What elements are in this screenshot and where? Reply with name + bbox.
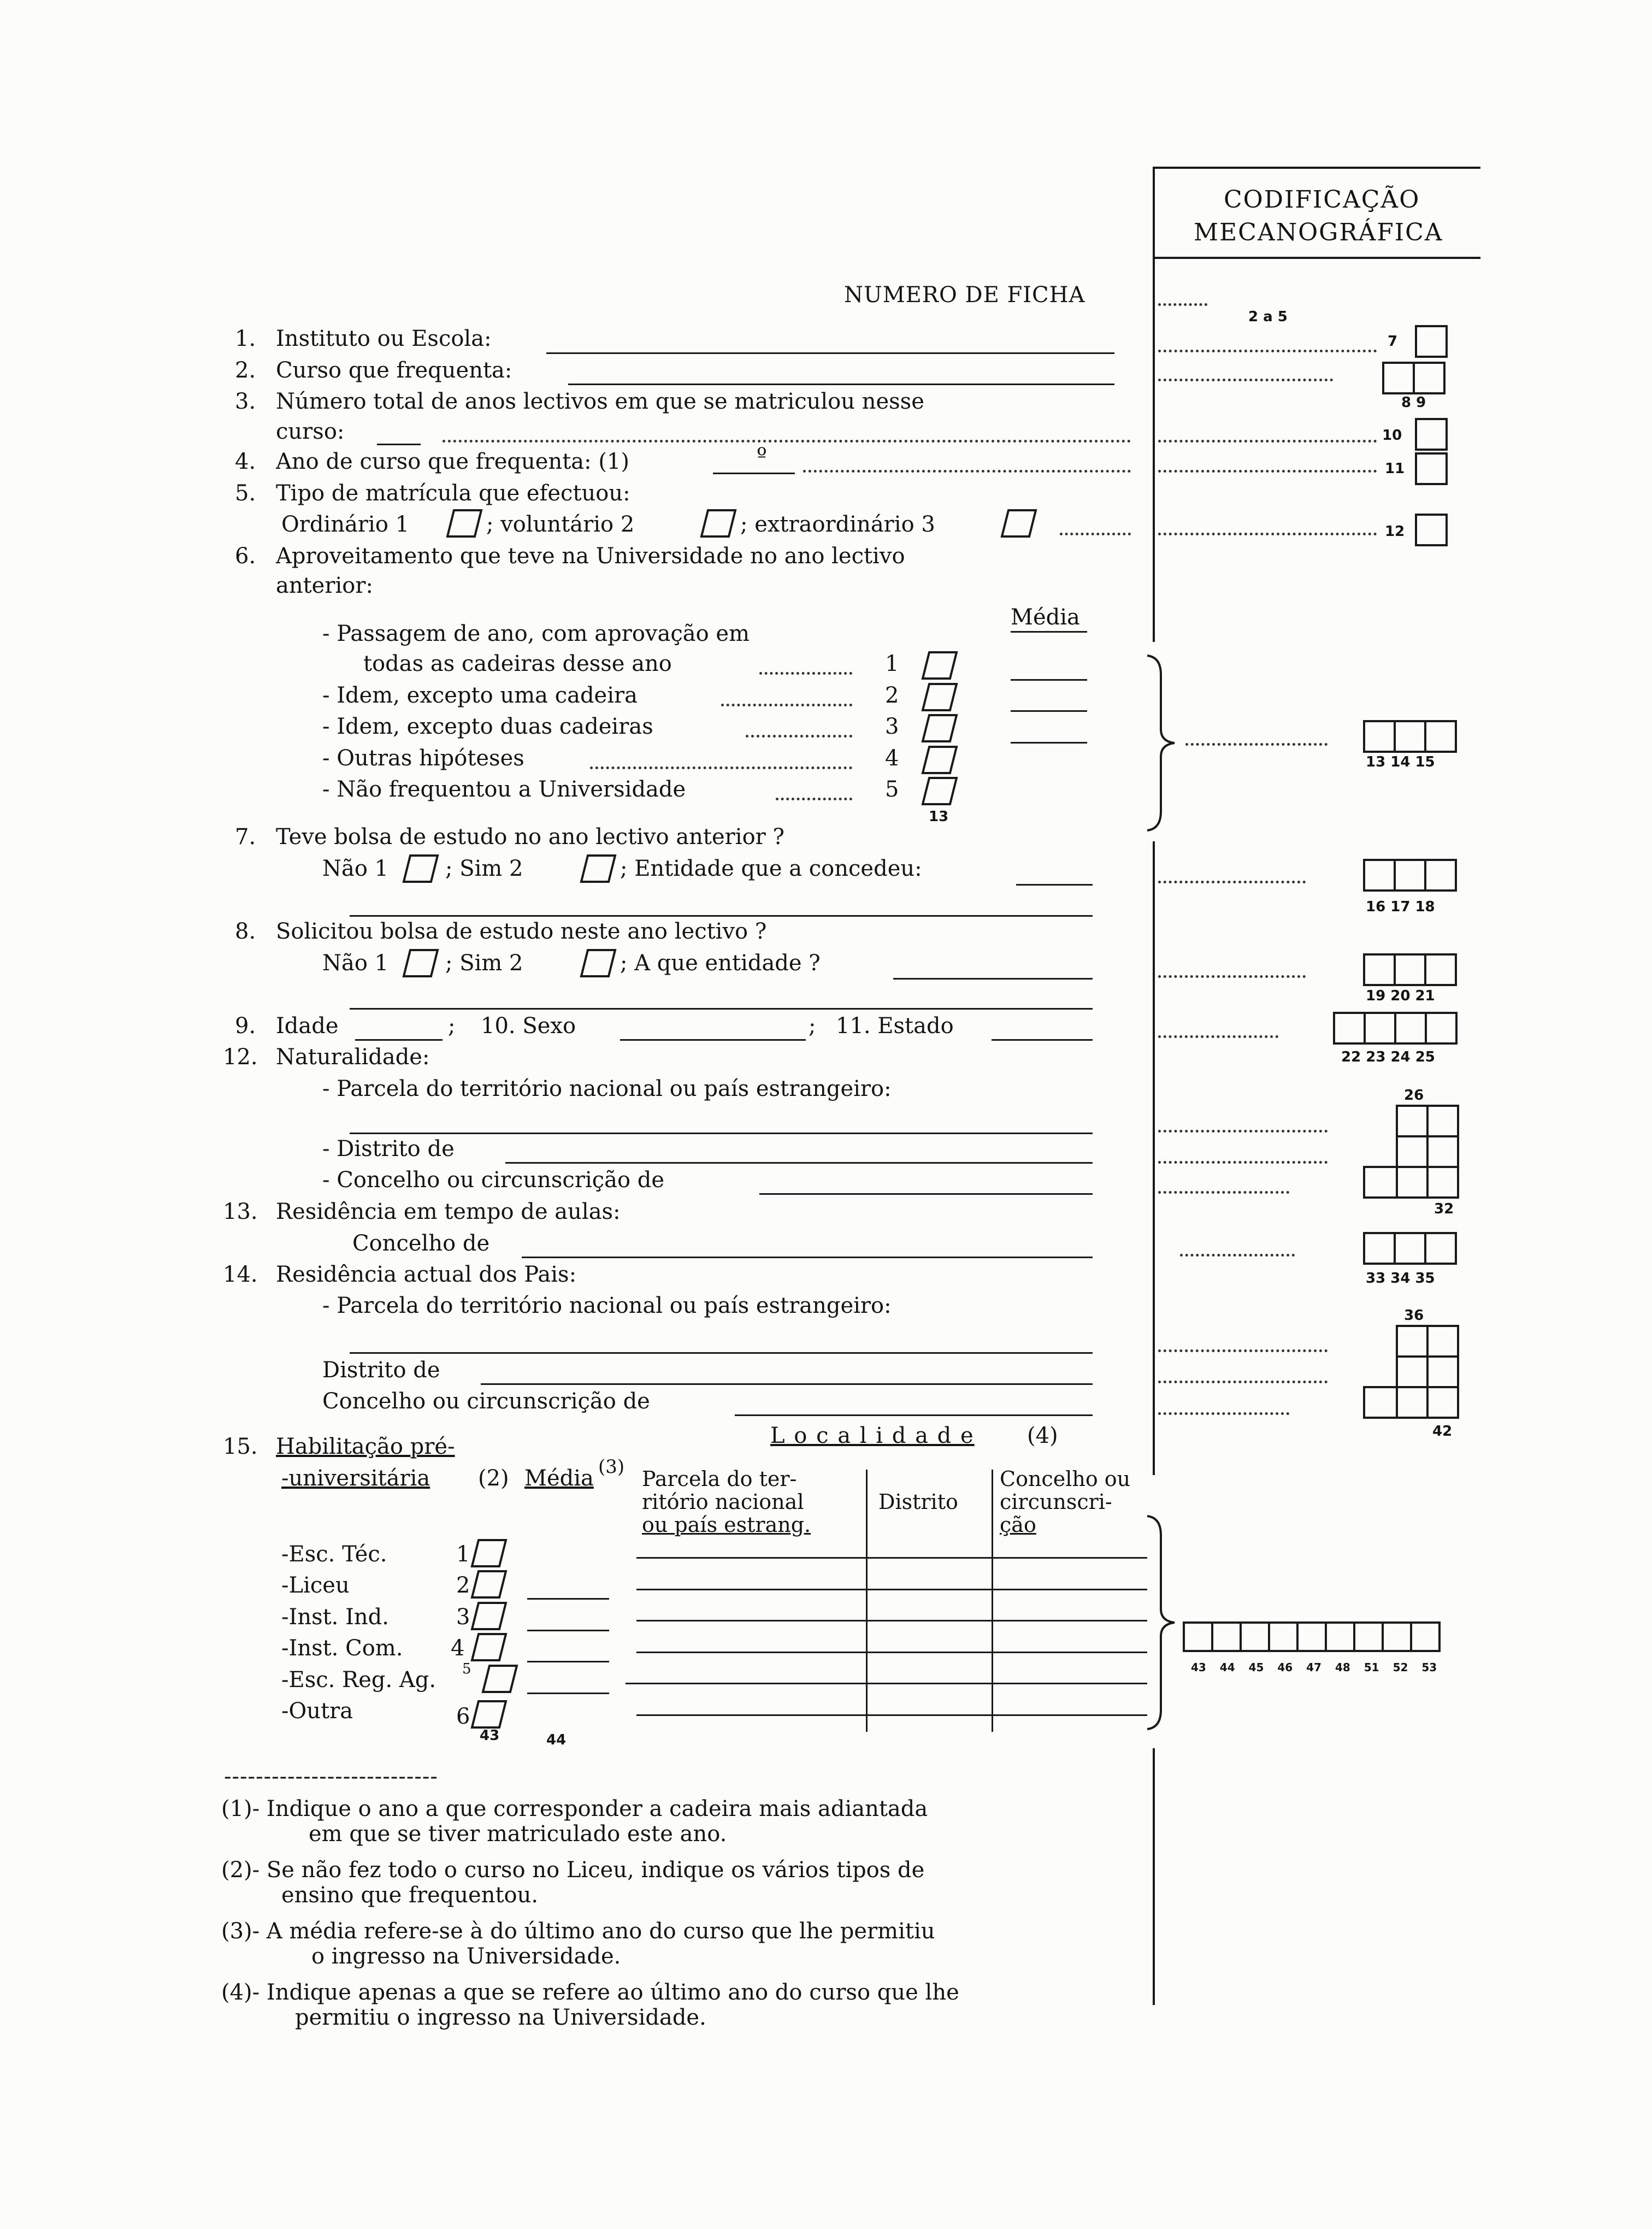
- q5-number: 5.: [235, 481, 256, 506]
- dot-leader: [721, 704, 852, 706]
- q15-media-line[interactable]: [527, 1598, 609, 1600]
- code-box[interactable]: [1382, 362, 1415, 394]
- q15-table-line[interactable]: [636, 1589, 1147, 1590]
- code-box[interactable]: [1424, 859, 1457, 892]
- code-box[interactable]: [1353, 1621, 1384, 1652]
- codif-title-line2: MECANOGRÁFICA: [1194, 219, 1443, 246]
- q13-concelho-line[interactable]: [522, 1257, 1093, 1258]
- col-concelho-header: [1000, 1467, 1130, 1536]
- q6-item-label: - Não frequentou a Universidade: [322, 777, 686, 802]
- checkbox-q15-3[interactable]: [470, 1601, 508, 1631]
- q6-item-label: todas as cadeiras desse ano: [363, 651, 672, 676]
- q3-label-2: curso:: [276, 419, 345, 444]
- checkbox-q7-sim[interactable]: [579, 853, 617, 884]
- q15-row-label: -Inst. Ind.: [281, 1605, 389, 1630]
- q5-option-extraordinario: ; extraordinário 3: [740, 512, 935, 537]
- code-box[interactable]: [1426, 1386, 1459, 1419]
- q15-label-2: -universitária: [281, 1466, 430, 1491]
- code-boxes[interactable]: [1396, 1105, 1457, 1137]
- q12-distrito-label: - Distrito de: [322, 1136, 455, 1161]
- codif-column-line: [1153, 841, 1155, 1475]
- separator: ;: [809, 1013, 816, 1039]
- table-divider: [866, 1535, 868, 1732]
- checkbox-q15-5[interactable]: [481, 1664, 519, 1694]
- code-label: 19 20 21: [1366, 988, 1435, 1004]
- q15-media-line[interactable]: [527, 1693, 609, 1694]
- q2-label: Curso que frequenta:: [276, 358, 512, 383]
- dot-leader: [759, 672, 852, 675]
- q9-label: Idade: [276, 1013, 339, 1039]
- table-divider: [992, 1535, 993, 1732]
- q7-label: Teve bolsa de estudo no ano lectivo anterior ?: [276, 824, 784, 850]
- dot-leader: [1180, 1254, 1295, 1257]
- q1-number: 1.: [235, 326, 256, 351]
- col-parcela-header: [642, 1467, 811, 1536]
- code-boxes[interactable]: [1396, 1135, 1457, 1168]
- q1-label: Instituto ou Escola:: [276, 326, 492, 351]
- q12-parcela-label: - Parcela do território nacional ou país estrangeiro:: [322, 1076, 892, 1101]
- footnote-3: (3)- A média refere-se à do último ano do curso que lhe permitiu: [221, 1919, 935, 1944]
- q15-note-3: (3): [598, 1456, 625, 1478]
- code-box[interactable]: [1363, 953, 1396, 986]
- footnote-4-cont: permitiu o ingresso na Universidade.: [295, 2005, 706, 2030]
- q15-table-line[interactable]: [636, 1714, 1147, 1716]
- q14-concelho-label: Concelho ou circunscrição de: [322, 1389, 650, 1414]
- q7-sim-label: ; Sim 2: [445, 856, 523, 881]
- dot-leader: [776, 798, 852, 800]
- dot-leader: [1158, 1035, 1278, 1038]
- q12-label: Naturalidade:: [276, 1045, 430, 1070]
- code-box[interactable]: [1363, 1386, 1398, 1419]
- q8-nao-label: Não 1: [322, 951, 389, 976]
- q6-media-line[interactable]: [1011, 742, 1087, 744]
- q15-note-2: (2): [478, 1466, 509, 1491]
- code-box[interactable]: [1396, 1135, 1429, 1168]
- q6-item-label: - Outras hipóteses: [322, 746, 524, 771]
- q8-entidade-label: ; A que entidade ?: [620, 951, 821, 976]
- checkbox-q15-2[interactable]: [470, 1569, 508, 1600]
- code-box[interactable]: [1396, 1355, 1429, 1388]
- q6-number: 6.: [235, 544, 256, 569]
- codif-header-rule: [1153, 257, 1480, 259]
- checkbox-q8-nao[interactable]: [402, 948, 440, 978]
- footnote-2: (2)- Se não fez todo o curso no Liceu, indique os vários tipos de: [221, 1857, 925, 1883]
- table-divider: [992, 1470, 993, 1535]
- code-label: 26: [1404, 1087, 1424, 1104]
- code-box[interactable]: [1394, 953, 1426, 986]
- code-label: 43: [480, 1727, 500, 1744]
- footnote-3-cont: o ingresso na Universidade.: [311, 1944, 621, 1969]
- right-brace: [1144, 653, 1177, 835]
- q4-value: º: [757, 444, 767, 469]
- q4-answer-line[interactable]: [713, 473, 795, 474]
- code-boxes[interactable]: [1363, 1386, 1457, 1419]
- q15-row-code: 6: [456, 1704, 470, 1729]
- col-header-line: ção: [1000, 1513, 1036, 1537]
- code-box[interactable]: [1396, 1166, 1429, 1199]
- code-boxes[interactable]: [1363, 1232, 1455, 1265]
- code-box[interactable]: [1394, 1232, 1426, 1265]
- code-box[interactable]: [1394, 859, 1426, 892]
- checkbox-extraordinario[interactable]: [1000, 508, 1038, 539]
- dot-leader: [1158, 881, 1306, 883]
- media-underline: [1011, 631, 1087, 633]
- col-header-line: circunscri-: [1000, 1490, 1112, 1514]
- codif-column-line: [1153, 1748, 1155, 2005]
- q7-number: 7.: [235, 824, 256, 850]
- code-label: 8 9: [1401, 394, 1426, 411]
- q15-table-line[interactable]: [636, 1652, 1147, 1653]
- table-divider: [866, 1470, 868, 1535]
- codif-column-line: [1153, 167, 1155, 642]
- footnote-4: (4)- Indique apenas a que se refere ao último ano do curso que lhe: [221, 1980, 959, 2005]
- q7-nao-label: Não 1: [322, 856, 389, 881]
- col-distrito-header: Distrito: [878, 1490, 958, 1514]
- q5-option-voluntario: ; voluntário 2: [486, 512, 635, 537]
- q15-row-code: 1: [456, 1542, 470, 1567]
- code-box[interactable]: [1425, 1012, 1458, 1045]
- checkbox-q8-sim[interactable]: [579, 948, 617, 978]
- q7-entidade-label: ; Entidade que a concedeu:: [620, 856, 922, 881]
- q15-table-line[interactable]: [626, 1683, 1147, 1684]
- dot-leader: [1185, 743, 1328, 746]
- checkbox-q6-5[interactable]: [921, 776, 959, 806]
- q6-item-label: - Passagem de ano, com aprovação em: [322, 621, 750, 646]
- code-boxes[interactable]: [1382, 362, 1443, 394]
- checkbox-voluntario[interactable]: [699, 508, 738, 539]
- code-label: 42: [1432, 1423, 1453, 1440]
- code-box[interactable]: [1426, 1135, 1459, 1168]
- q4-label: Ano de curso que frequenta: (1): [276, 449, 629, 474]
- footnote-1-cont: em que se tiver matriculado este ano.: [309, 1821, 727, 1847]
- checkbox-q15-4[interactable]: [470, 1632, 508, 1662]
- q15-media-header: Média: [524, 1466, 594, 1491]
- separator: ;: [448, 1013, 456, 1039]
- q8-sim-label: ; Sim 2: [445, 951, 523, 976]
- q7-answer-line[interactable]: [1016, 884, 1093, 886]
- q15-row-code: 2: [456, 1573, 470, 1598]
- code-box[interactable]: [1382, 1621, 1412, 1652]
- q8-answer-line[interactable]: [893, 978, 1093, 980]
- code-box[interactable]: [1325, 1621, 1355, 1652]
- checkbox-q6-4[interactable]: [921, 745, 959, 775]
- code-boxes[interactable]: [1396, 1325, 1457, 1358]
- q3-answer-line[interactable]: [377, 444, 421, 445]
- col-header-line: Parcela do ter-: [642, 1467, 797, 1491]
- code-box[interactable]: [1363, 1166, 1398, 1199]
- q1-answer-line[interactable]: [546, 352, 1114, 354]
- dot-leader: [803, 470, 1131, 473]
- q15-label: Habilitação pré-: [276, 1434, 455, 1459]
- checkbox-q15-6[interactable]: [470, 1699, 508, 1730]
- q5-option-ordinario: Ordinário 1: [281, 512, 410, 537]
- code-label: 43 44 45 46 47 48 51 52 53: [1191, 1661, 1437, 1674]
- q10-label: 10. Sexo: [481, 1013, 576, 1039]
- q8-number: 8.: [235, 919, 256, 944]
- q15-row-label: -Esc. Téc.: [281, 1542, 387, 1567]
- q2-number: 2.: [235, 358, 256, 383]
- code-box[interactable]: [1415, 452, 1448, 485]
- code-box[interactable]: [1426, 1325, 1459, 1358]
- q11-estado-line[interactable]: [992, 1039, 1093, 1041]
- col-header-line: Concelho ou: [1000, 1467, 1131, 1491]
- checkbox-q7-nao[interactable]: [402, 853, 440, 884]
- q5-label: Tipo de matrícula que efectuou:: [276, 481, 630, 506]
- code-label: 7: [1388, 333, 1398, 350]
- dot-leader: [1158, 379, 1333, 381]
- q6-item-code: 1: [885, 651, 899, 676]
- code-boxes[interactable]: [1183, 1621, 1438, 1652]
- code-box[interactable]: [1333, 1012, 1366, 1045]
- code-box[interactable]: [1296, 1621, 1327, 1652]
- q15-number: 15.: [223, 1434, 258, 1459]
- dot-leader: [1158, 1161, 1328, 1164]
- q6-item-label: - Idem, excepto uma cadeira: [322, 683, 638, 708]
- localidade-note: (4): [1027, 1423, 1058, 1448]
- q6-item-code: 3: [885, 714, 899, 739]
- q6-item-label: - Idem, excepto duas cadeiras: [322, 714, 653, 739]
- q13-number: 13.: [223, 1199, 258, 1224]
- dot-leader: [746, 735, 852, 738]
- code-label: 32: [1434, 1201, 1454, 1217]
- code-boxes[interactable]: [1396, 1355, 1457, 1388]
- q15-table-line[interactable]: [636, 1557, 1147, 1559]
- code-label: 16 17 18: [1366, 899, 1435, 915]
- q15-row-label: -Liceu: [281, 1573, 350, 1598]
- q2-answer-line[interactable]: [568, 384, 1114, 385]
- footnote-2-cont: ensino que frequentou.: [281, 1883, 539, 1908]
- code-box[interactable]: [1364, 1012, 1396, 1045]
- q6-item-code: 5: [885, 777, 899, 802]
- code-label: 13 14 15: [1366, 754, 1435, 770]
- code-box[interactable]: [1426, 1166, 1459, 1199]
- dot-leader: [590, 766, 852, 769]
- dot-leader: [1158, 1381, 1328, 1383]
- checkbox-q6-2[interactable]: [921, 682, 959, 712]
- q14-label: Residência actual dos Pais:: [276, 1262, 577, 1287]
- q6-item-code: 2: [885, 683, 899, 708]
- codif-top-rule: [1153, 167, 1480, 169]
- q9-number: 9.: [235, 1013, 256, 1039]
- code-label: 22 23 24 25: [1341, 1049, 1435, 1065]
- codif-title-line1: CODIFICAÇÃO: [1224, 186, 1420, 214]
- q12-number: 12.: [223, 1045, 258, 1070]
- code-label: 11: [1385, 461, 1405, 477]
- q14-parcela-label: - Parcela do território nacional ou país estrangeiro:: [322, 1293, 892, 1318]
- q6-media-line[interactable]: [1011, 679, 1087, 681]
- code-box[interactable]: [1426, 1355, 1459, 1388]
- checkbox-ordinario[interactable]: [445, 508, 483, 539]
- q14-distrito-line[interactable]: [481, 1383, 1093, 1385]
- q8-answer-line-2[interactable]: [350, 1008, 1093, 1010]
- right-brace: [1144, 1513, 1177, 1734]
- col-header-line: ou país estrang.: [642, 1513, 811, 1537]
- code-box[interactable]: [1396, 1325, 1429, 1358]
- dot-leader: [1158, 440, 1377, 443]
- col-header-line: ritório nacional: [642, 1490, 804, 1514]
- code-box[interactable]: [1240, 1621, 1270, 1652]
- q15-table-line[interactable]: [636, 1620, 1147, 1621]
- q15-row-label: -Inst. Com.: [281, 1636, 403, 1661]
- q12-distrito-line[interactable]: [505, 1162, 1093, 1164]
- footnote-separator: ---------------------------: [224, 1764, 438, 1789]
- code-boxes[interactable]: [1363, 720, 1455, 753]
- dot-leader: [1158, 1130, 1328, 1133]
- q15-media-line[interactable]: [527, 1661, 609, 1662]
- code-box[interactable]: [1415, 325, 1448, 358]
- code-box[interactable]: [1424, 720, 1457, 753]
- code-box[interactable]: [1413, 362, 1446, 394]
- q6-label-2: anterior:: [276, 573, 373, 598]
- q15-media-line[interactable]: [527, 1630, 609, 1631]
- code-box[interactable]: [1268, 1621, 1299, 1652]
- q15-row-label: -Outra: [281, 1699, 353, 1724]
- dot-leader: [1158, 1191, 1289, 1194]
- q6-item-code: 4: [885, 746, 899, 771]
- dot-leader: [1158, 1349, 1328, 1352]
- code-box[interactable]: [1211, 1621, 1242, 1652]
- q11-label: 11. Estado: [836, 1013, 954, 1039]
- code-label: 36: [1404, 1307, 1424, 1324]
- code-label: 33 34 35: [1366, 1270, 1435, 1287]
- q6-label: Aproveitamento que teve na Universidade no ano lectivo: [276, 544, 905, 569]
- code-box[interactable]: [1415, 514, 1448, 546]
- numero-ficha-label: NUMERO DE FICHA: [844, 282, 1085, 308]
- code-box[interactable]: [1426, 1105, 1459, 1137]
- dot-leader: [1158, 350, 1377, 352]
- q14-parcela-line[interactable]: [350, 1352, 1093, 1354]
- dot-leader: [1060, 533, 1131, 535]
- code-box[interactable]: [1424, 953, 1457, 986]
- checkbox-q6-3[interactable]: [921, 713, 959, 744]
- code-boxes[interactable]: [1363, 859, 1455, 892]
- code-label: 12: [1385, 523, 1405, 540]
- q6-media-line[interactable]: [1011, 710, 1087, 712]
- code-box[interactable]: [1363, 1232, 1396, 1265]
- checkbox-q6-1[interactable]: [921, 650, 959, 681]
- q12-concelho-label: - Concelho ou circunscrição de: [322, 1167, 665, 1193]
- q13-label: Residência em tempo de aulas:: [276, 1199, 621, 1224]
- q12-concelho-line[interactable]: [759, 1193, 1093, 1195]
- code-box[interactable]: [1183, 1621, 1213, 1652]
- q3-label: Número total de anos lectivos em que se matriculou nesse: [276, 389, 924, 414]
- code-label: 2 a 5: [1248, 309, 1288, 325]
- q4-number: 4.: [235, 449, 256, 474]
- checkbox-q15-1[interactable]: [470, 1538, 508, 1568]
- code-box[interactable]: [1394, 1012, 1427, 1045]
- code-boxes[interactable]: [1363, 953, 1455, 986]
- code-box[interactable]: [1394, 720, 1426, 753]
- dot-leader: [1158, 470, 1377, 473]
- q14-number: 14.: [223, 1262, 258, 1287]
- code-boxes[interactable]: [1333, 1012, 1455, 1045]
- q9-idade-line[interactable]: [355, 1039, 442, 1041]
- code-box[interactable]: [1363, 859, 1396, 892]
- q3-number: 3.: [235, 389, 256, 414]
- dot-leader: [442, 440, 1131, 443]
- dot-leader: [1158, 1412, 1289, 1415]
- q15-row-code: 4: [451, 1636, 465, 1661]
- code-box[interactable]: [1415, 418, 1448, 451]
- q13-concelho-label: Concelho de: [352, 1231, 490, 1256]
- q6-media-header: Média: [1011, 605, 1080, 630]
- dot-leader: [1158, 303, 1207, 306]
- code-label: 44: [546, 1732, 567, 1748]
- dot-leader: [1158, 975, 1306, 978]
- localidade-header: L o c a l i d a d e: [770, 1423, 975, 1448]
- code-label: 10: [1382, 427, 1402, 444]
- q15-row-code: 5: [462, 1661, 471, 1677]
- code-boxes[interactable]: [1363, 1166, 1457, 1199]
- footnote-1: (1)- Indique o ano a que corresponder a cadeira mais adiantada: [221, 1796, 928, 1821]
- q14-concelho-line[interactable]: [735, 1414, 1093, 1416]
- code-box[interactable]: [1363, 720, 1396, 753]
- q15-row-label: -Esc. Reg. Ag.: [281, 1667, 436, 1693]
- code-box[interactable]: [1396, 1386, 1429, 1419]
- q14-distrito-label: Distrito de: [322, 1358, 440, 1383]
- q8-label: Solicitou bolsa de estudo neste ano lectivo ?: [276, 919, 767, 944]
- code-box[interactable]: [1424, 1232, 1457, 1265]
- code-box[interactable]: [1396, 1105, 1429, 1137]
- q7-answer-line-2[interactable]: [350, 915, 1093, 917]
- dot-leader: [1158, 533, 1377, 535]
- q10-sexo-line[interactable]: [620, 1039, 806, 1041]
- code-label: 13: [929, 809, 949, 825]
- code-box[interactable]: [1410, 1621, 1441, 1652]
- q15-row-code: 3: [456, 1605, 470, 1630]
- q12-parcela-line[interactable]: [350, 1133, 1093, 1134]
